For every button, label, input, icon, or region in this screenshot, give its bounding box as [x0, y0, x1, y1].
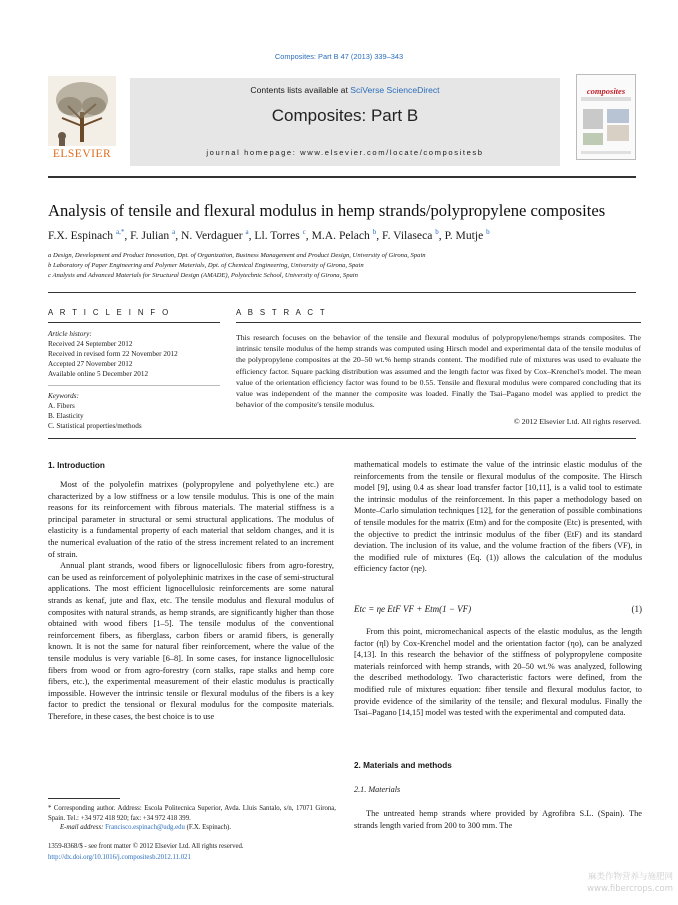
history-received: Received 24 September 2012 — [48, 340, 133, 348]
corresponding-footnote: * Corresponding author. Address: Escola Politecnica Superior, Avda. Lluis Santalo, s/n, 17071 Girona, Spain. Tel.: +34 972 418 920; fax: +34 972 418 399. — [48, 805, 336, 822]
paragraph: From this point, micromechanical aspects of the elastic modulus, as the length factor (ηl) by Cox-Krenchel model and the orientation factor (ηo), can be analyzed [4,13]. In this research the behavior of the stiffness of polypropylene composite materials reinforced with hemp strands, with 20–50 wt.% was analyzed, following the described methodology. Two characteristic factors were defined, from the modified rule of mixtures equation: fiber tensile and flexural modulus factor, to provide evidence of the similarity of the tensile; and flexural modulus. Finally the Tsai–Pagano [14,15] model was tested with the experimental and computed data. — [354, 627, 642, 718]
email-link[interactable]: Francisco.espinach@udg.edu — [105, 824, 185, 831]
author-name[interactable]: M.A. Pelach — [311, 228, 370, 242]
keyword: A. Fibers — [48, 402, 75, 410]
history-online: Available online 5 December 2012 — [48, 370, 149, 378]
keyword: B. Elasticity — [48, 412, 84, 420]
cover-title: composites — [586, 86, 626, 96]
keywords-label: Keywords: — [48, 392, 79, 400]
affiliation-rule — [48, 292, 636, 293]
paragraph: Most of the polyolefin matrixes (polypropylene and polyethylene etc.) are characterized by a low stiffness or a low tensile modulus. This is one of the main reasons for its reinforcement with fibrous materials. The material stiffness is a principal parameter in structural or semi structural applications. The modulus of elasticity is a fundamental property of each material that seldom changes, and it is the numerical evaluation of the ratio of the stress increment related to an increment of strain. — [48, 480, 334, 559]
section-heading: 2. Materials and methods — [354, 761, 452, 770]
affiliation-a: a Design, Development and Product Innovation, Dpt. of Organization, Business Management and Product Design, University of Girona, Spain — [48, 252, 426, 259]
author-name[interactable]: P. Mutje — [444, 228, 484, 242]
paper-title: Analysis of tensile and flexural modulus in hemp strands/polypropylene composites — [48, 201, 606, 220]
paragraph: The untreated hemp strands where provided by Agrofibra S.L. (Spain). The strands length varied from 200 to 300 mm. The — [354, 809, 642, 830]
history-accepted: Accepted 27 November 2012 — [48, 360, 133, 368]
contents-line: Contents lists available at SciVerse ScienceDirect — [250, 85, 440, 95]
equation: Etc = ηe EtF VF + Etm(1 − VF) (1) — [354, 604, 642, 614]
abstract-copyright: © 2012 Elsevier Ltd. All rights reserved. — [513, 417, 641, 426]
affiliation-c: c Analysis and Advanced Materials for Structural Design (AMADE), Polytechnic School, University of Girona, Spain — [48, 272, 358, 279]
subsection-heading: 2.1. Materials — [354, 785, 401, 794]
paragraph: Annual plant strands, wood fibers or lignocellulosic fibers from agro-forestry, can be used as reinforcement of polyolephinic matrixes in the case of semi-structural applications. The most efficient lignocellulosic reinforcements are some natural strands as kenaf, jute and flax, etc. The tensile modulus and flexural modulus of composites with natural strands, as hemp strands, are significantly higher than those obtained with wood fibers [1–5]. The tensile modulus of the conventional reinforcement fibers, as fiberglass, carbon fibers or aramid fibers, is generally known. It is not the same for natural fiber reinforcement, where the value of the tensile modulus is very variable [6–8]. In some cases, for instance lignocellulosic fibers from wood or from agro-forestry (corn stalks, rape stalks and hemp core fibers, etc.), the experimental measurement of their elastic modulus is practically impossible. However the intrinsic tensile or flexural modulus of the fibers is a key factor to predict the tensional or flexural modulus for the composite materials. Therefore, in these cases, the best choice is to use — [48, 561, 334, 721]
intro-column-left — [48, 479, 334, 722]
watermark: 麻类作物营养与施肥网 www.fibercrops.com — [587, 872, 673, 894]
article-info-rule — [48, 322, 220, 323]
intro-column-right-cont — [354, 626, 642, 719]
abstract-end-rule — [48, 438, 636, 439]
author-name[interactable]: F. Julian — [130, 228, 170, 242]
header-rule — [48, 176, 636, 178]
email-footnote: E-mail address: Francisco.espinach@udg.edu (F.X. Espinach). — [60, 824, 232, 831]
sciencedirect-link[interactable]: SciVerse ScienceDirect — [350, 85, 440, 95]
keywords-rule — [48, 385, 220, 386]
abstract-heading: A B S T R A C T — [236, 308, 328, 317]
paragraph: mathematical models to estimate the value of the intrinsic elastic modulus of the reinforcements from the tensile or flexural modulus of the composite. The Hirsch model [9], using 0.4 as shear load transfer factor [10,11], is a valid tool to estimate the intrinsic modulus of the reinforcement. In this paper a methodology based on Monte–Carlo simulation techniques [12], for the generation of possible combinations of tensile modules for the matrix (Etm) and for the composite (Etc) is presented, with the objective to predict the intrinsic modulus of the fiber (EtF) and its standard deviation. The inclusion of its value, and the volume fraction of the fibers (VF), in the modified rule of mixtures (Eq. (1)) allows the calculation of the modulus efficiency factor (ηe). — [354, 460, 642, 574]
issn-line: 1359-8368/$ - see front matter © 2012 Elsevier Ltd. All rights reserved. — [48, 843, 244, 850]
author-name[interactable]: F.X. Espinach — [48, 228, 114, 242]
doi-link[interactable]: http://dx.doi.org/10.1016/j.compositesb.2012.11.021 — [48, 854, 191, 861]
author-name[interactable]: N. Verdaguer — [180, 228, 243, 242]
history-revised: Received in revised form 22 November 2012 — [48, 350, 178, 358]
journal-homepage[interactable]: journal homepage: www.elsevier.com/locate/compositesb — [206, 148, 484, 157]
materials-text — [354, 808, 642, 831]
footnote-rule — [48, 798, 120, 799]
author-name[interactable]: F. Vilaseca — [382, 228, 433, 242]
equation-number: (1) — [631, 604, 642, 614]
article-info-heading: A R T I C L E I N F O — [48, 308, 171, 317]
journal-title: Composites: Part B — [271, 106, 419, 125]
keyword: C. Statistical properties/methods — [48, 422, 142, 430]
abstract-rule — [236, 322, 641, 323]
publisher-logo-text[interactable]: ELSEVIER — [52, 148, 112, 160]
abstract-text: This research focuses on the behavior of the tensile and flexural modulus of polypropylene/hemps strands composites. The intrinsic tensile modulus of the hemp strands was computed using Hirsch model and experimental data of the tensile modulus of the polypropylene composites at the 20–50 wt.% hemp strands content. The modified rule of mixtures was used to evaluate the efficiency factor. Square packing distribution was assumed and the length factor was fixed by Cox–Krenchel's model. The mean value of the orientation efficiency factor was found to be 0.55. Tensile and flexural modulus were compared concluding that its value was independent of the manner the composite was loaded. Finally the Tsai–Pagano model was applied to predict the behavior of the composite's tensile modulus. — [236, 333, 641, 410]
affiliation-b: b Laboratory of Paper Engineering and Polymer Materials, Dpt. of Chemical Engineering, University of Girona, Spain — [48, 262, 364, 269]
author-list: F.X. Espinach $^{a,*}$, F. Julian $^a$, N. Verdaguer $^a$, Ll. Torres $^c$, M.A. Pelach $^b$, F. Vilaseca $^b$, P. Mutje $^b$ — [48, 228, 490, 242]
intro-column-right — [354, 459, 642, 575]
history-label: Article history: — [48, 330, 92, 338]
section-heading: 1. Introduction — [48, 461, 105, 470]
journal-citation[interactable]: Composites: Part B 47 (2013) 339–343 — [274, 52, 404, 61]
author-name[interactable]: Ll. Torres — [254, 228, 300, 242]
